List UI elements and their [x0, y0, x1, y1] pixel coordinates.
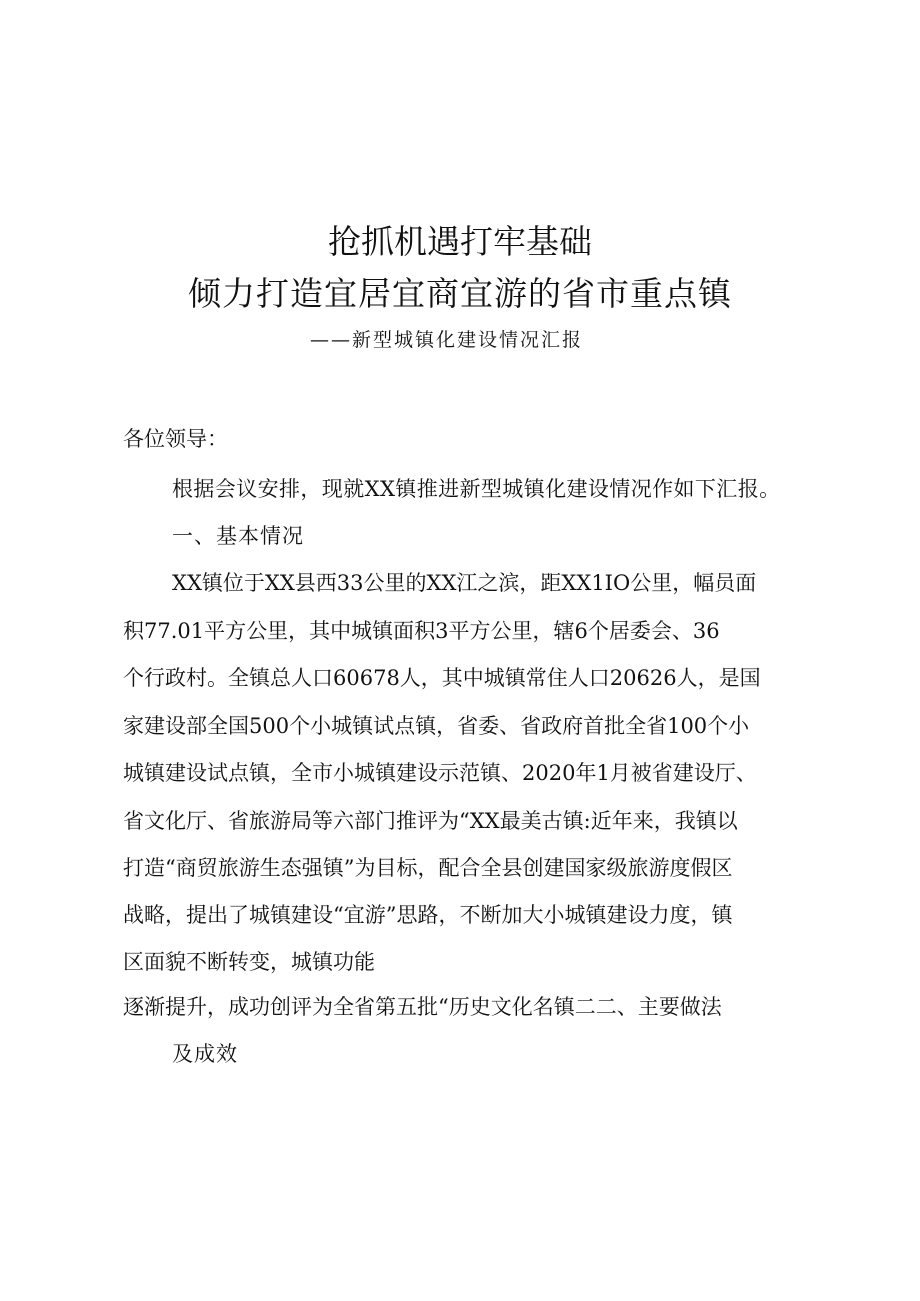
body-line: 区面貌不断转变，城镇功能: [123, 950, 375, 974]
body-line: 战略，提出了城镇建设“宜游”思路，不断加大小城镇建设力度，镇: [123, 903, 733, 927]
body-line: 逐渐提升，成功创评为全省第五批“历史文化名镇二二、主要做法: [123, 995, 722, 1019]
body-line: 积77.01平方公里，其中城镇面积3平方公里，辖6个居委会、36: [123, 619, 720, 643]
body-line: XX镇位于XX县西33公里的XX江之滨，距XX1IO公里，幅员面: [172, 571, 757, 595]
body-line: 个行政村。全镇总人口60678人，其中城镇常住人口20626人，是国: [123, 666, 761, 690]
section-2-heading-continuation: 及成效: [172, 1042, 238, 1066]
body-line: 家建设部全国500个小城镇试点镇，省委、省政府首批全省100个小: [123, 714, 750, 738]
body-line: 城镇建设试点镇，全市小城镇建设示范镇、2020年1月被省建设厅、: [123, 761, 757, 785]
intro-paragraph: 根据会议安排，现就XX镇推进新型城镇化建设情况作如下汇报。: [172, 477, 781, 501]
section-1-heading: 一、基本情况: [172, 524, 304, 548]
body-line: 打造“商贸旅游生态强镇”为目标，配合全县创建国家级旅游度假区: [123, 856, 733, 880]
title-line-2: 倾力打造宜居宜商宜游的省市重点镇: [188, 274, 732, 313]
body-line: 省文化厅、省旅游局等六部门推评为“XX最美古镇:近年来，我镇以: [123, 809, 738, 833]
subtitle: ——新型城镇化建设情况汇报: [310, 329, 584, 351]
title-line-1: 抢抓机遇打牢基础: [328, 222, 592, 261]
salutation: 各位领导：: [123, 427, 228, 451]
